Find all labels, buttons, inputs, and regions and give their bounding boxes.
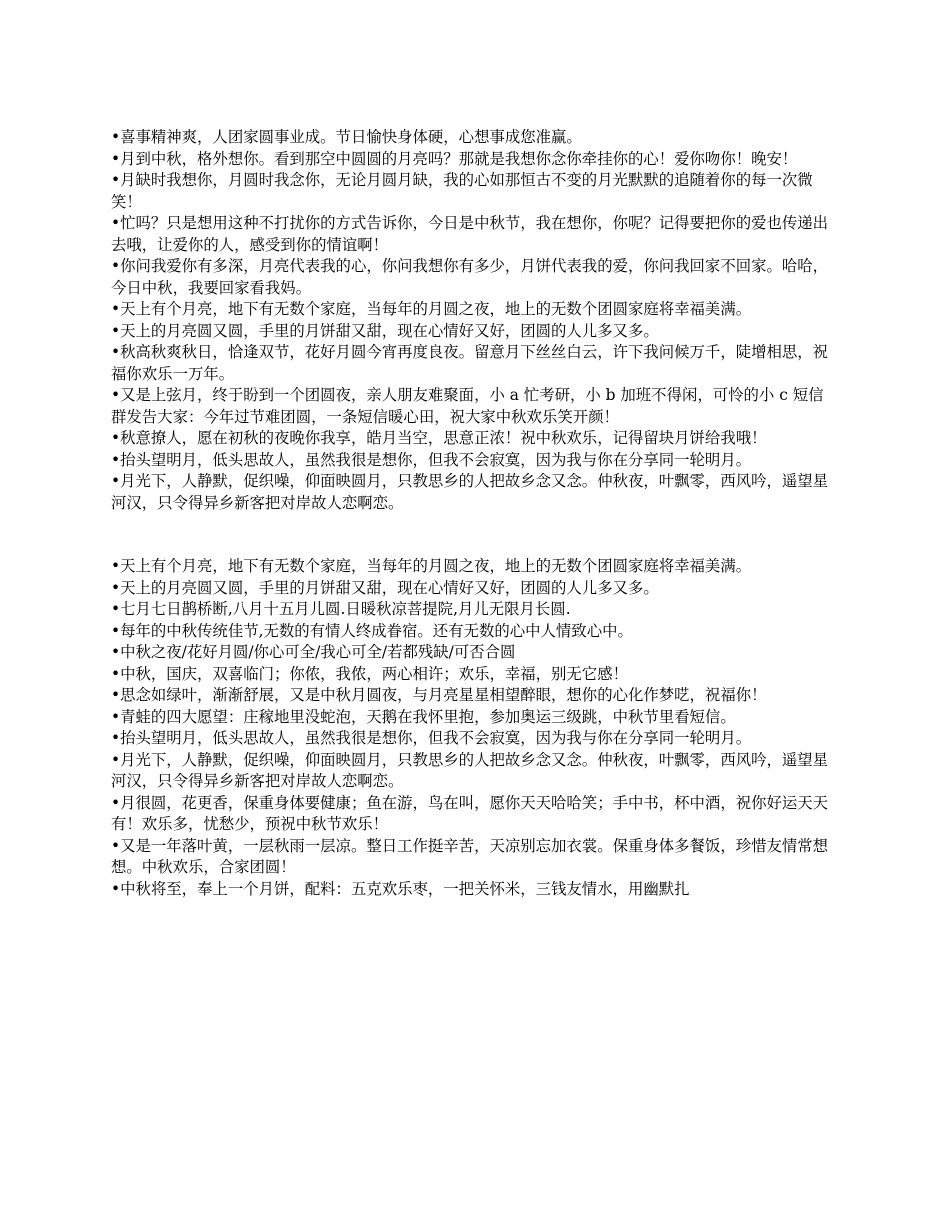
- list-item: •月到中秋，格外想你。看到那空中圆圆的月亮吗？那就是我想你念你牵挂你的心！爱你吻你！晚安！: [111, 149, 798, 168]
- list-item: •秋高秋爽秋日，恰逢双节，花好月圆今宵再度良夜。留意月下丝丝白云，许下我问候万千，陡增相思，祝福你欢乐一万年。: [111, 343, 829, 383]
- list-item: •抬头望明月，低头思故人，虽然我很是想你，但我不会寂寞，因为我与你在分享同一轮明月。: [111, 450, 752, 469]
- list-item: •天上的月亮圆又圆，手里的月饼甜又甜，现在心情好又好，团圆的人儿多又多。: [111, 578, 659, 597]
- list-item: •抬头望明月，低头思故人，虽然我很是想你，但我不会寂寞，因为我与你在分享同一轮明月。: [111, 729, 752, 747]
- section-spacer: [111, 514, 831, 556]
- list-item: •秋意撩人，愿在初秋的夜晚你我享，皓月当空，思意正浓！祝中秋欢乐，记得留块月饼给我哦！: [111, 429, 767, 447]
- list-item: •中秋之夜/花好月圆/你心可全/我心可全/若都残缺/可否合圆: [111, 643, 516, 661]
- list-item: •月光下，人静默，促织噪，仰面映圆月，只教思乡的人把故乡念又念。仲秋夜，叶飘零，西风吟，遥望星河汉，只令得异乡新客把对岸故人恋啊恋。: [111, 472, 829, 512]
- list-item: •中秋将至，奉上一个月饼，配料：五克欢乐枣，一把关怀米，三钱友情水，用幽默扎: [111, 879, 690, 898]
- list-item: •天上有个月亮，地下有无数个家庭，当每年的月圆之夜，地上的无数个团圆家庭将幸福美满。: [111, 300, 752, 318]
- document-page: [111, 127, 831, 900]
- list-item: •天上有个月亮，地下有无数个家庭，当每年的月圆之夜，地上的无数个团圆家庭将幸福美满。: [111, 557, 752, 575]
- message-list-1: [111, 127, 831, 514]
- message-list-2: [111, 556, 831, 900]
- list-item: •又是一年落叶黄，一层秋雨一层凉。整日工作挺辛苦，天凉别忘加衣裳。保重身体多餐饭，珍惜友情常想想。中秋欢乐，合家团圆！: [111, 836, 829, 876]
- list-item: •月缺时我想你，月圆时我念你，无论月圆月缺，我的心如那恒古不变的月光默默的追随着你的每一次微笑！: [111, 171, 813, 211]
- list-item: •中秋，国庆，双喜临门；你侬，我侬，两心相许；欢乐，幸福，别无它感！: [111, 664, 628, 683]
- list-item: •月很圆，花更香，保重身体要健康；鱼在游，鸟在叫，愿你天天哈哈笑；手中书，杯中酒，祝你好运天天有！欢乐多，忧愁少，预祝中秋节欢乐！: [111, 793, 829, 833]
- list-item: •思念如绿叶，渐渐舒展，又是中秋月圆夜，与月亮星星相望醉眼，想你的心化作梦呓，祝福你！: [111, 686, 767, 704]
- list-item: •每年的中秋传统佳节,无数的有情人终成眷宿。还有无数的心中人情致心中。: [111, 621, 633, 640]
- list-item: •天上的月亮圆又圆，手里的月饼甜又甜，现在心情好又好，团圆的人儿多又多。: [111, 321, 659, 340]
- list-item: •青蛙的四大愿望：庄稼地里没蛇泡，天鹅在我怀里抱，参加奥运三级跳，中秋节里看短信。: [111, 707, 736, 726]
- list-item: •七月七日鹊桥断,八月十五月儿圆.日暖秋凉菩提院,月儿无限月长圆.: [111, 600, 571, 618]
- list-item: •喜事精神爽，人团家圆事业成。节日愉快身体硬，心想事成您准赢。: [111, 128, 582, 146]
- list-item: •月光下，人静默，促织噪，仰面映圆月，只教思乡的人把故乡念又念。仲秋夜，叶飘零，西风吟，遥望星河汉，只令得异乡新客把对岸故人恋啊恋。: [111, 750, 829, 790]
- list-item: •忙吗？只是想用这种不打扰你的方式告诉你，今日是中秋节，我在想你，你呢？记得要把你的爱也传递出去哦，让爱你的人，感受到你的情谊啊！: [111, 214, 829, 254]
- list-item: •你问我爱你有多深，月亮代表我的心，你问我想你有多少，月饼代表我的爱，你问我回家不回家。哈哈，今日中秋，我要回家看我妈。: [111, 257, 829, 297]
- list-item: •又是上弦月，终于盼到一个团圆夜，亲人朋友难聚面，小 a 忙考研，小 b 加班不得闲，可怜的小 c 短信群发告大家：今年过节难团圆，一条短信暖心田，祝大家中秋欢乐笑开颜！: [111, 386, 824, 426]
